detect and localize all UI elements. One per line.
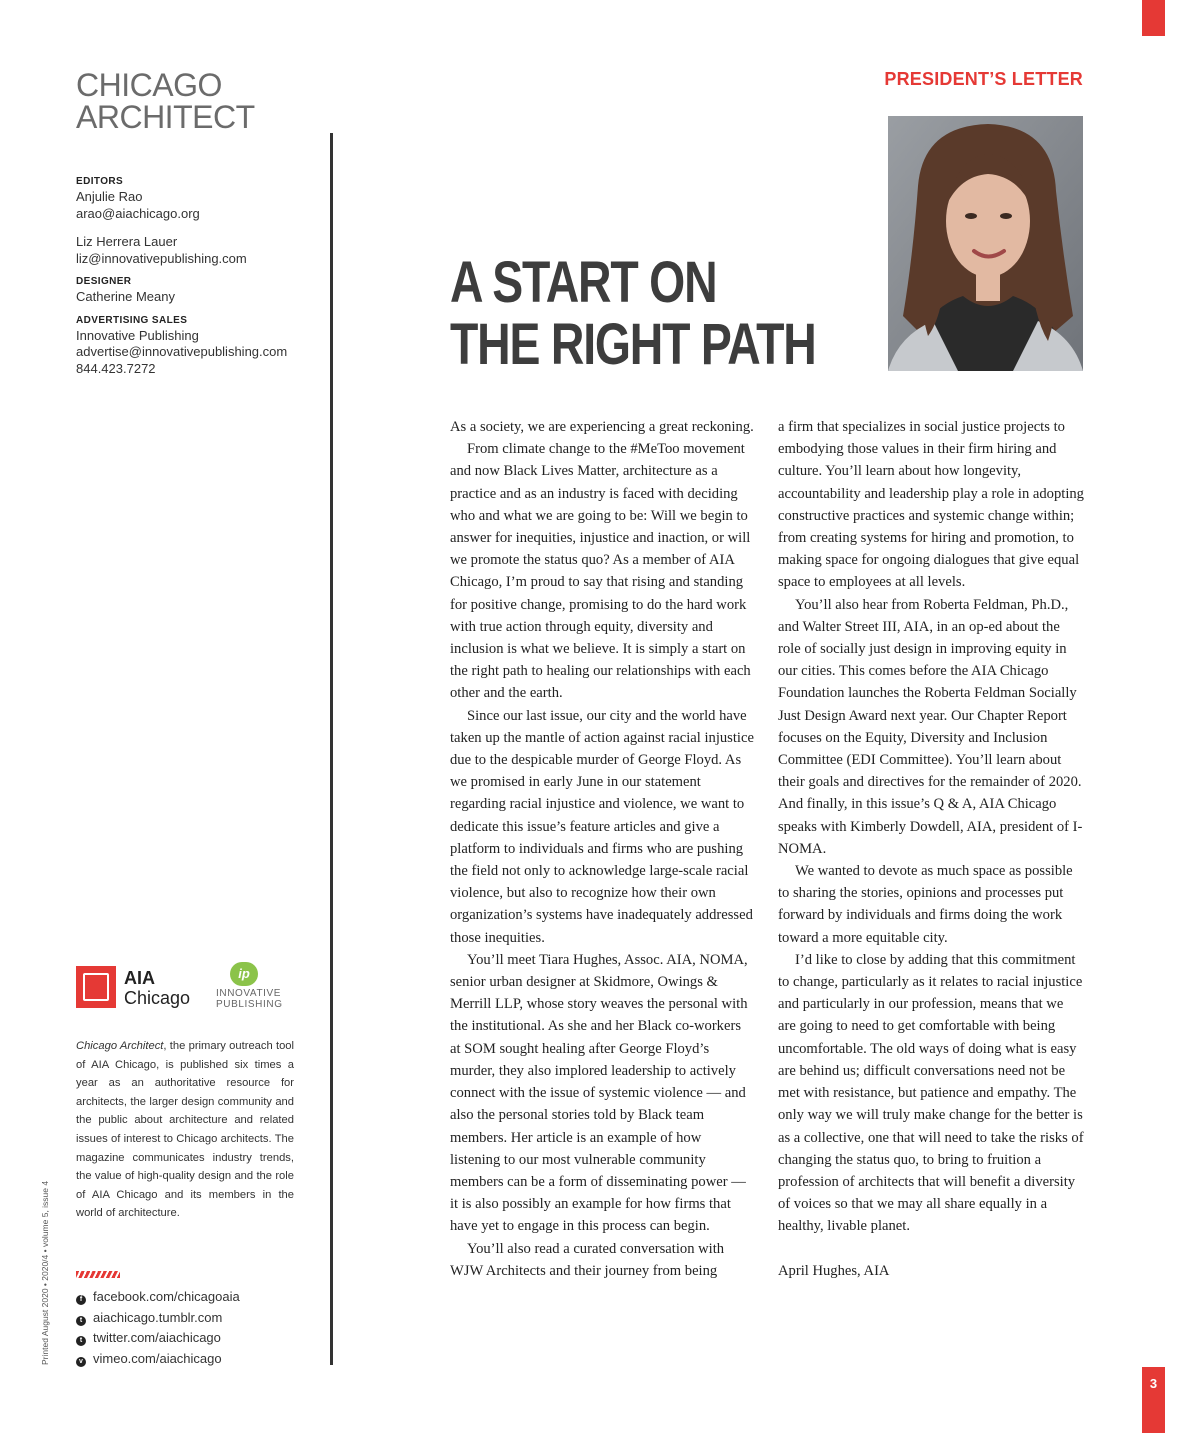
vimeo-icon: v <box>76 1357 86 1367</box>
magazine-about-blurb <box>76 1037 294 1223</box>
staff-credits <box>76 175 316 389</box>
partner-logos <box>76 962 316 1012</box>
aia-wordmark-line-2: Chicago <box>124 988 191 1008</box>
article-column-left <box>450 416 755 1282</box>
column-divider <box>330 133 333 1365</box>
section-label: PRESIDENT’S LETTER <box>884 69 1083 89</box>
designer-name: Catherine Meany <box>76 289 175 304</box>
advertising-company: Innovative Publishing <box>76 327 199 343</box>
article-paragraph: I’d like to close by adding that this commitment to change, particularly as it relates to racial injustice and particularly in our profession, means that we are going to need to get comfortable with being uncomfortable. The old ways of doing what is easy are behind us; difficult conversations need not be met with resistance, but patience and empathy. The only way we will truly make change for the better is as a collective, one that will need to take the risks of changing the status quo, to bring to fruition a profession of architects that will benefit a diversity of voices so that we may all share equally in a healthy, livable planet. <box>778 951 1084 1235</box>
article-headline <box>450 252 816 376</box>
social-link-tumblr[interactable] <box>76 1308 240 1329</box>
advertising-email[interactable]: advertise@innovativepublishing.com <box>76 344 288 359</box>
editor-name: Anjulie Rao <box>76 189 143 204</box>
about-title: Chicago Architect <box>76 1040 164 1052</box>
aia-chicago-logo-icon <box>76 966 116 1008</box>
editor-name: Liz Herrera Lauer <box>76 234 178 249</box>
social-link-text: aiachicago.tumblr.com <box>93 1309 223 1325</box>
headline-line-1: A START ON <box>450 250 717 315</box>
social-link-facebook[interactable] <box>76 1287 240 1308</box>
article-paragraph: You’ll also hear from Roberta Feldman, Ph.D., and Walter Street III, AIA, in an op-ed about the role of socially just design in improving equity in our cities. This comes before the AIA Chicago Foundation launches the Roberta Feldman Socially Just Design Award next year. Our Chapter Report focuses on the Equity, Diversity and Inclusion Committee (EDI Committee). You’ll learn about their goals and directives for the remainder of 2020. And finally, in this issue’s Q & A, AIA Chicago speaks with Kimberly Dowdell, AIA, president of I-NOMA. <box>778 596 1083 857</box>
editor-email[interactable]: arao@aiachicago.org <box>76 205 200 221</box>
editors-label: EDITORS <box>76 176 124 187</box>
print-info: Printed August 2020 • 2020/4 • volume 5, issue 4 <box>40 1180 50 1365</box>
social-links <box>76 1287 240 1369</box>
ip-wordmark-line-1: INNOVATIVE <box>216 988 282 999</box>
page-number: 3 <box>1149 1376 1158 1391</box>
twitter-icon: t <box>76 1336 86 1346</box>
article-paragraph: You’ll meet Tiara Hughes, Assoc. AIA, NOMA, senior urban designer at Skidmore, Owings & Merrill LLP, whose story weaves the personal with the institutional. As she and her Black co-workers at SOM sought healing after George Floyd’s murder, they also implored leadership to actively connect with the issue of systemic violence — and also the personal stories told by Black team members. Her article is an example of how listening to our most vulnerable community members can be a form of disseminating power — it is also possibly an example for how firms that have yet to engage in this process can begin. <box>450 951 748 1235</box>
editor-email[interactable]: liz@innovativepublishing.com <box>76 250 247 266</box>
article-paragraph: From climate change to the #MeToo movement and now Black Lives Matter, architecture as a practice and as an industry is faced with deciding who and what we are going to be: Will we begin to answer for inequities, injustice and inaction, or will we promote the status quo? As a member of AIA Chicago, I’m proud to say that rising and standing for positive change, promising to do the hard work with true action through equity, diversity and inclusion is what we believe. It is simply a start on the right path to healing our relationships with each other and the earth. <box>450 441 751 702</box>
decorative-stripe <box>76 1271 120 1278</box>
editors-group <box>76 175 316 222</box>
social-link-vimeo[interactable] <box>76 1349 240 1370</box>
headline-line-2: THE RIGHT PATH <box>450 312 816 377</box>
masthead-line-1: CHICAGO <box>76 67 222 103</box>
article-paragraph: a firm that specializes in social justice projects to embodying those values in their firm hiring and culture. You’ll learn about how longevity, accountability and leadership play a role in adopting constructive practices and systemic change within; from creating systems for hiring and promotion, to making space for ongoing dialogues that give equal space to employees at all levels. <box>778 419 1084 591</box>
advertising-phone: 844.423.7272 <box>76 360 156 376</box>
about-text: , the primary outreach tool of AIA Chicago, is published six times a year as an authoritative resource for architects, the larger design community and the public about architecture and related issues of interest to Chicago architects. The magazine communicates industry trends, the value of high-quality design and the role of AIA Chicago and its members in the world of architecture. <box>76 1040 294 1220</box>
article-paragraph: We wanted to devote as much space as possible to sharing the stories, opinions and processes put forward by individuals and firms doing the work toward a more equitable city. <box>778 863 1073 946</box>
social-link-twitter[interactable] <box>76 1328 240 1349</box>
magazine-masthead <box>76 69 255 133</box>
social-link-text: vimeo.com/aiachicago <box>93 1350 222 1366</box>
ip-wordmark-line-2: PUBLISHING <box>216 999 283 1010</box>
designer-label: DESIGNER <box>76 276 132 287</box>
innovative-publishing-wordmark <box>216 988 283 1010</box>
article-paragraph: Since our last issue, our city and the world have taken up the mantle of action against racial injustice due to the despicable murder of George Floyd. As we promised in early June in our statement regarding racial injustice and violence, we want to dedicate this issue’s feature articles and give a platform to individuals and firms who are pushing the field not only to acknowledge large-scale racial violence, but also to recognize how their own organization’s systems have inadequately addressed those inequities. <box>450 707 754 946</box>
advertising-group <box>76 314 316 378</box>
social-link-text: facebook.com/chicagoaia <box>93 1289 240 1304</box>
top-accent-tab <box>1142 0 1165 36</box>
facebook-icon: f <box>76 1295 86 1305</box>
article-paragraph: As a society, we are experiencing a great reckoning. <box>450 419 754 435</box>
social-link-text: twitter.com/aiachicago <box>93 1330 221 1345</box>
masthead-line-2: ARCHITECT <box>76 99 255 135</box>
article-column-right <box>778 416 1084 1282</box>
aia-wordmark-line-1: AIA <box>124 968 155 988</box>
author-signature: April Hughes, AIA <box>778 1262 890 1279</box>
author-portrait <box>888 116 1083 371</box>
innovative-publishing-logo-icon: ip <box>230 962 258 986</box>
aia-chicago-wordmark <box>124 968 190 1008</box>
editor-2-group <box>76 234 316 267</box>
designer-group <box>76 275 316 306</box>
tumblr-icon: t <box>76 1316 86 1326</box>
article-paragraph: You’ll also read a curated conversation with WJW Architects and their journey from being <box>450 1240 725 1279</box>
advertising-label: ADVERTISING SALES <box>76 314 188 326</box>
